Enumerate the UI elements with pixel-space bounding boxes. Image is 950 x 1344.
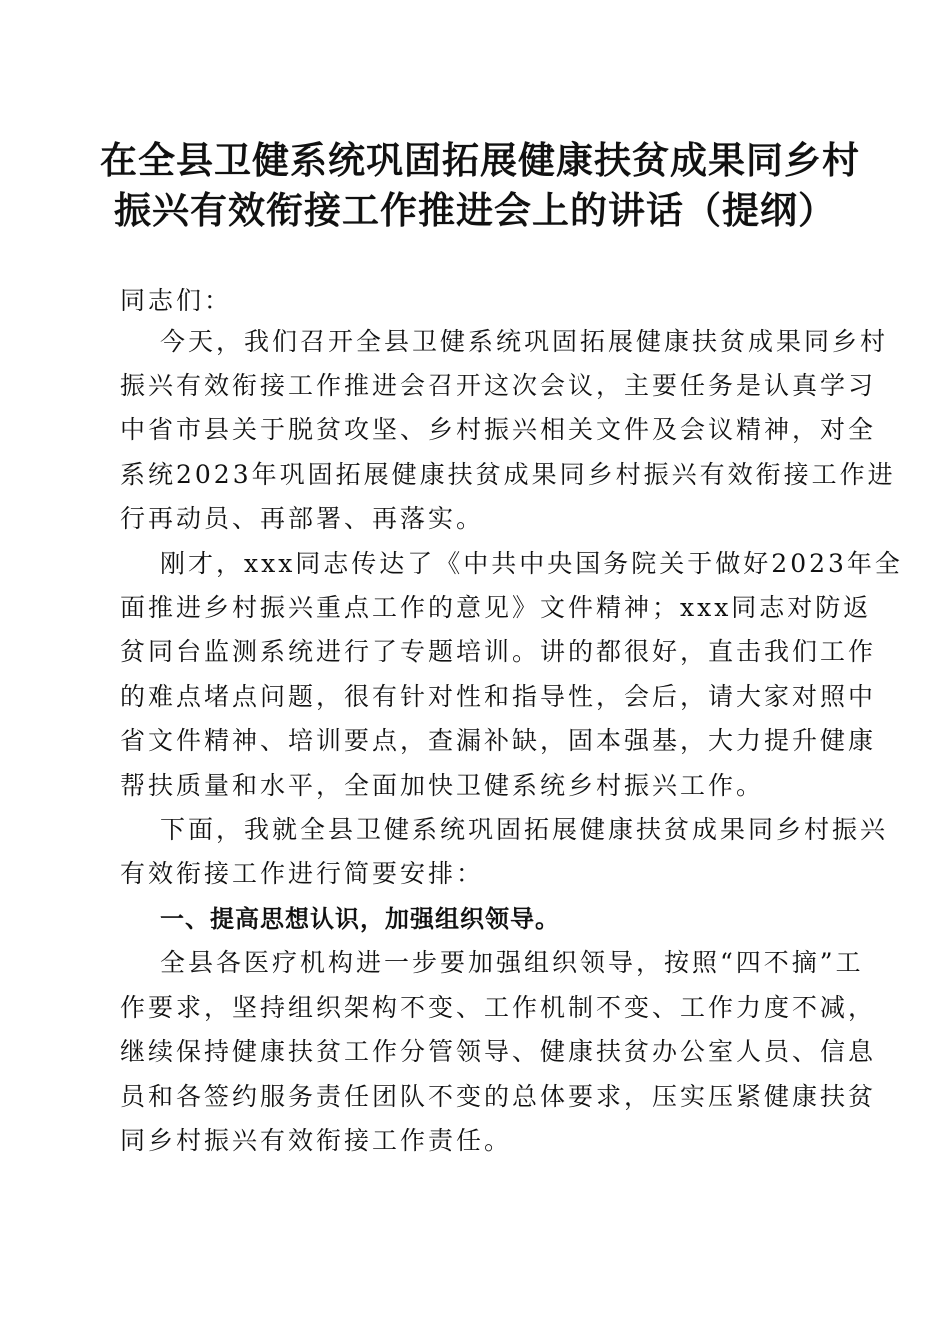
paragraph-1-line: 振兴有效衔接工作推进会召开这次会议，主要任务是认真学习 — [120, 371, 877, 400]
paragraph-2-line: 面推进乡村振兴重点工作的意见》文件精神；xxx同志对防返 — [120, 593, 872, 622]
paragraph-2-line: 省文件精神、培训要点，查漏补缺，固本强基，大力提升健康 — [120, 726, 877, 755]
paragraph-4-line: 同乡村振兴有效衔接工作责任。 — [120, 1126, 513, 1155]
section-heading: 一、提高思想认识，加强组织领导。 — [160, 905, 560, 933]
paragraph-3-line: 下面，我就全县卫健系统巩固拓展健康扶贫成果同乡村振兴 — [160, 815, 889, 844]
paragraph-3-line: 有效衔接工作进行简要安排： — [120, 859, 485, 888]
paragraph-1-line: 今天，我们召开全县卫健系统巩固拓展健康扶贫成果同乡村 — [160, 327, 889, 356]
salutation: 同志们： — [120, 286, 233, 315]
paragraph-1-line: 系统2023年巩固拓展健康扶贫成果同乡村振兴有效衔接工作进 — [120, 460, 896, 489]
paragraph-4-line: 员和各签约服务责任团队不变的总体要求，压实压紧健康扶贫 — [120, 1082, 877, 1111]
paragraph-2-line: 的难点堵点问题，很有针对性和指导性，会后，请大家对照中 — [120, 682, 877, 711]
document-title-line-1: 在全县卫健系统巩固拓展健康扶贫成果同乡村 — [100, 138, 860, 182]
document-title-line-2: 振兴有效衔接工作推进会上的讲话（提纲） — [114, 188, 836, 232]
paragraph-2-line: 贫同台监测系统进行了专题培训。讲的都很好，直击我们工作 — [120, 637, 877, 666]
paragraph-2-line: 帮扶质量和水平，全面加快卫健系统乡村振兴工作。 — [120, 771, 765, 800]
paragraph-4-line: 作要求，坚持组织架构不变、工作机制不变、工作力度不减， — [120, 993, 877, 1022]
paragraph-2-line: 刚才，xxx同志传达了《中共中央国务院关于做好2023年全 — [160, 549, 903, 578]
paragraph-1-line: 行再动员、再部署、再落实。 — [120, 504, 485, 533]
paragraph-4-line: 全县各医疗机构进一步要加强组织领导，按照“四不摘”工 — [160, 948, 864, 977]
paragraph-4-line: 继续保持健康扶贫工作分管领导、健康扶贫办公室人员、信息 — [120, 1037, 877, 1066]
paragraph-1-line: 中省市县关于脱贫攻坚、乡村振兴相关文件及会议精神，对全 — [120, 415, 877, 444]
